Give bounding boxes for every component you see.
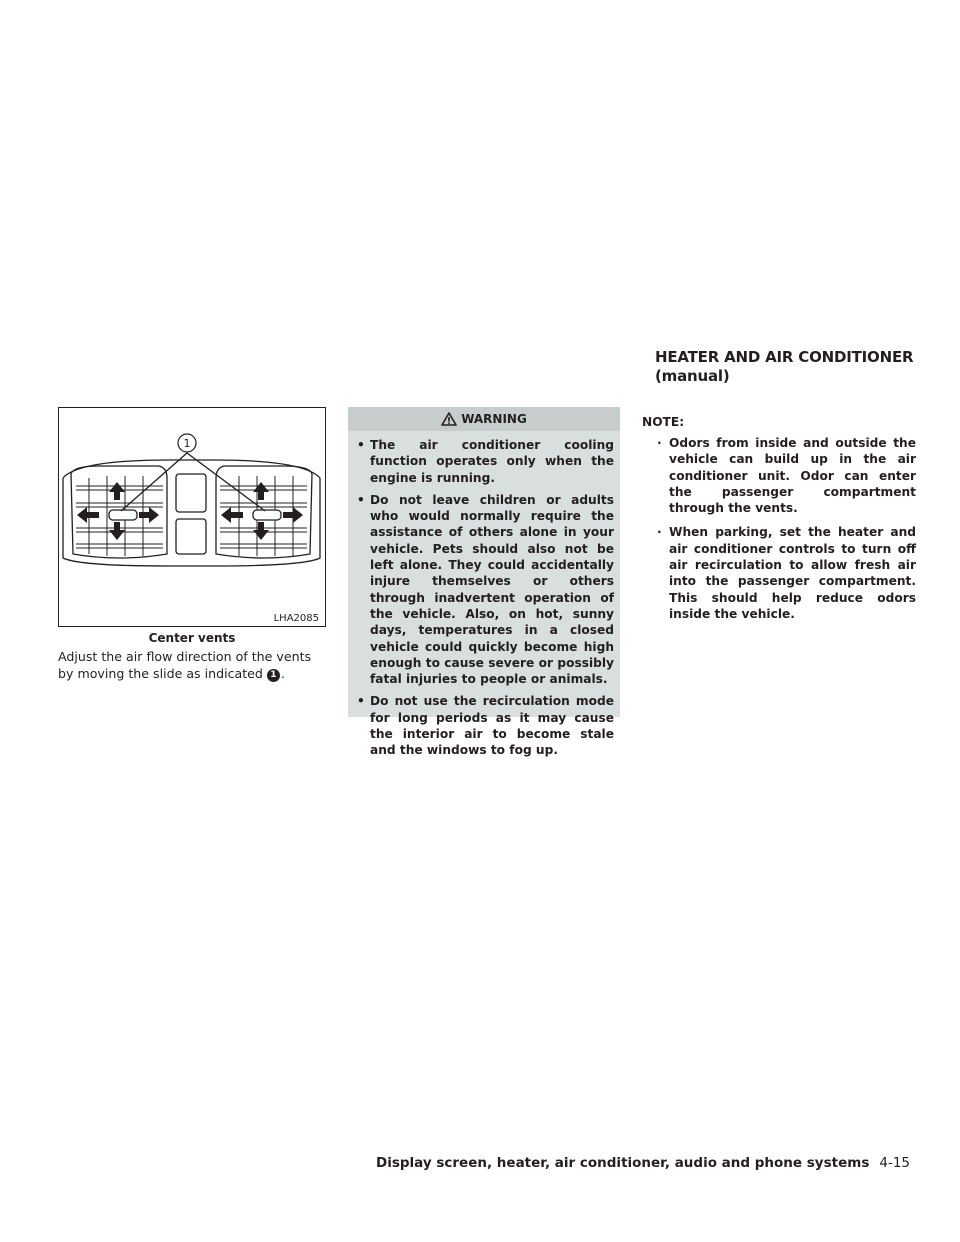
figure-caption: Center vents	[148, 631, 236, 645]
warning-item: • Do not leave children or adults who would normally require the assistance of others alone in your vehicle. Pets should also not be left alone. They could accidentally injure themselves or others through inadvertent operation of the vehicle. Also, on hot, sunny days, temperatures in a closed vehicle could quickly become high enough to cause severe or possibly fatal injuries to people or animals.	[356, 492, 614, 688]
center-vents-illustration	[59, 408, 324, 625]
callout-reference-marker: 1	[267, 669, 280, 682]
warning-box	[348, 407, 620, 758]
page-number: 4-15	[879, 1155, 910, 1171]
body-paragraph	[58, 648, 330, 682]
section-heading	[655, 348, 945, 386]
note-list	[641, 435, 916, 622]
warning-item: • Do not use the recirculation mode for long periods as it may cause the interior air to become stale and the windows to fog up.	[356, 693, 614, 758]
callout-number: 1	[183, 437, 191, 450]
note-label: NOTE:	[642, 415, 685, 429]
warning-item: • The air conditioner cooling function operates only when the engine is running.	[356, 437, 614, 486]
section-heading-line2: (manual)	[655, 367, 730, 385]
note-item: · Odors from inside and outside the vehicle can build up in the air conditioner unit. Odor can enter the passenger compartment through the vents.	[655, 435, 916, 516]
note-item: · When parking, set the heater and air conditioner controls to turn off air recirculation to allow fresh air into the passenger compartment. This should help reduce odors inside the vehicle.	[655, 524, 916, 622]
body-text: Adjust the air flow direction of the vents by moving the slide as indicated	[58, 649, 312, 681]
center-vents-figure	[58, 407, 326, 627]
page-footer	[376, 1155, 910, 1171]
chapter-title: Display screen, heater, air conditioner, audio and phone systems	[376, 1155, 870, 1171]
note-section	[641, 407, 916, 630]
section-heading-line1: HEATER AND AIR CONDITIONER	[655, 348, 914, 366]
body-text-end: .	[280, 666, 285, 681]
warning-title: WARNING	[461, 412, 527, 426]
figure-code: LHA2085	[273, 613, 319, 624]
warning-list	[348, 431, 620, 759]
warning-triangle-icon	[441, 412, 457, 426]
warning-header	[348, 407, 620, 431]
